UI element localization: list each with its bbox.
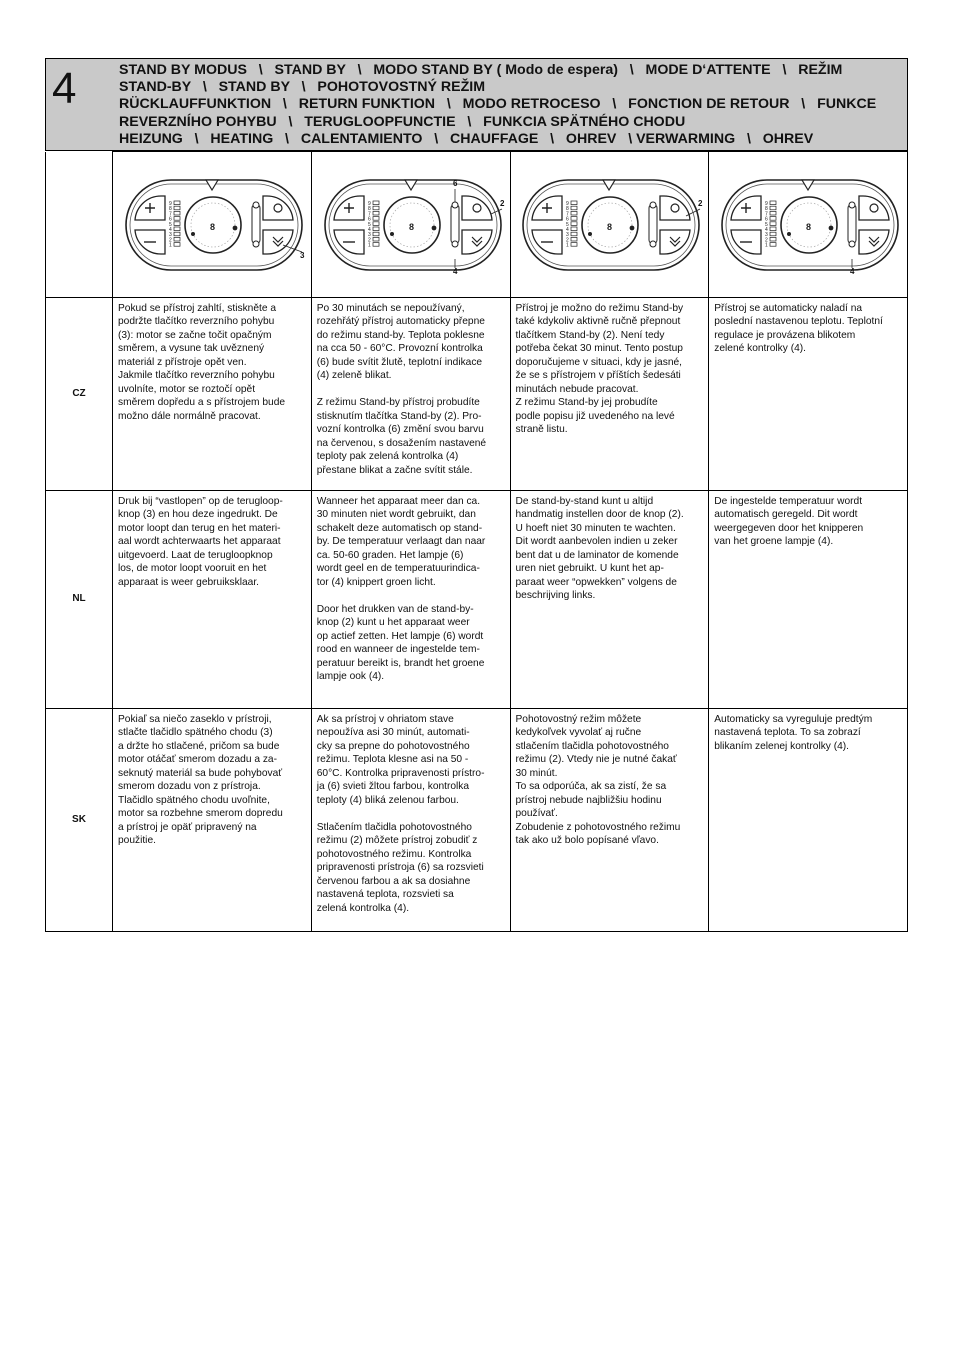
scale-number: 8 [765,205,768,212]
scale-segment [373,201,379,205]
scale-number: 5 [765,221,768,228]
instruction-text: Pokud se přístroj zahltí, stiskněte a podržte tlačítko reverzního pohybu (3): motor se začne točit opačným směrem, a vysune tak uvěznený materiál z přístroje opět ven. Jakmile tlačítko reverzního pohybu uvolníte, motor se roztočí opět směrem dopředu a s přístrojem bude možno dále normálně pracovat. [113,297,312,490]
scale-number: 2 [367,237,371,244]
scale-number: 9 [566,200,570,207]
dial-value: 8 [607,221,613,232]
scale-number: 5 [367,221,371,228]
scale-segment [174,227,180,231]
language-row-sk [46,708,908,931]
scale-number: 3 [168,231,172,238]
instruction-text: De ingestelde temperatuur wordt automatisch geregeld. Dit wordt weergegeven door het knipperen van het groene lampje (4). [709,490,908,708]
scale-segment [174,232,180,236]
callout-number: 3 [299,250,305,260]
control-panel-illustration [113,152,312,298]
instruction-text: Přístroj se automaticky naladí na poslední nastavenou teplotu. Teplotní regulace je provázena blikotem zelené kontrolky (4). [709,297,908,490]
dial-value: 8 [806,221,812,232]
scale-segment [571,227,577,231]
title-line: RÜCKLAUFFUNKTION \ RETURN FUNKTION \ MODO RETROCESO \ FONCTION DE RETOUR \ FUNKCE [119,96,877,113]
scale-number: 2 [765,237,768,244]
instruction-table [45,151,908,932]
temperature-lamp [849,241,855,247]
scale-number: 1 [765,242,768,249]
scale-number: 5 [566,221,570,228]
callout-number: 6 [452,178,458,188]
scale-segment [373,216,379,220]
scale-segment [373,237,379,241]
control-panel-drawing [514,162,704,287]
callout-number: 4 [452,266,458,276]
scale-number: 4 [168,226,172,233]
scale-segment [770,232,776,236]
scale-number: 2 [566,237,570,244]
control-panel-illustration [510,152,709,298]
section-title [113,59,907,150]
dial-indicator-dot [630,225,635,230]
scale-number: 8 [566,205,570,212]
scale-segment [770,216,776,220]
instruction-text: Po 30 minutách se nepoužívaný, rozehřátý přístroj automaticky přepne do režimu stand-by. Teplota poklesne na cca 50 - 60°C. Provozní kontrolka (6) bude svítit žlutě, teplotní indikace (4) zeleně blikat. Z režimu Stand-by přístroj probudíte stisknutím tlačítka Stand-by (2). Pro- vozní kontrolka (6) změní svou barvu na červenou, s dosažením nastavené teploty pak zelená kontrolka (4) přestane blikat a začne svítit stále. [311,297,510,490]
section-number: 4 [52,64,77,113]
title-line: REVERZNÍHO POHYBU \ TERUGLOOPFUNCTIE \ FUNKCIA SPÄTNÉHO CHODU [119,113,686,130]
control-panel-illustration [709,152,908,298]
scale-segment [174,201,180,205]
scale-number: 1 [168,242,172,249]
scale-number: 8 [367,205,371,212]
scale-number: 7 [367,211,371,218]
scale-segment [571,242,577,246]
scale-segment [770,222,776,226]
scale-segment [373,206,379,210]
control-panel-drawing [117,162,307,287]
scale-segment [174,237,180,241]
scale-segment [571,222,577,226]
dial-marker-dot [390,232,394,236]
operating-lamp [253,202,259,208]
dial-value: 8 [209,221,215,232]
title-line: STAND-BY \ STAND BY \ POHOTOVOSTNÝ REŽIM [119,79,486,96]
callout-number: 4 [850,266,855,276]
instruction-text: Pokiaľ sa niečo zaseklo v prístroji, stlačte tlačidlo spätného chodu (3) a držte ho stlačené, pričom sa bude motor otáčať smerom dozadu a za- seknutý materiál sa bude pohybovať smerom dozadu von z prístroja. Tlačidlo spätného chodu uvoľnite, motor sa rozbehne smerom dopredu a prístroj je opäť pripravený na použitie. [113,708,312,931]
scale-segment [571,237,577,241]
scale-segment [770,201,776,205]
scale-segment [571,206,577,210]
dial-indicator-dot [431,225,436,230]
temperature-lamp [253,241,259,247]
scale-number: 3 [765,231,768,238]
dial-indicator-dot [829,225,834,230]
scale-segment [174,242,180,246]
illustration-row [46,152,908,298]
scale-number: 7 [168,211,172,218]
status-light-bar [451,204,459,244]
scale-number: 4 [765,226,768,233]
scale-number: 6 [367,216,371,223]
scale-number: 7 [765,211,768,218]
scale-segment [571,232,577,236]
instruction-text: Wanneer het apparaat meer dan ca. 30 minuten niet wordt gebruikt, dan schakelt deze automatisch op stand- by. De temperatuur verlaagt dan naar ca. 50-60 graden. Het lampje (6) wordt geel en de temperatuurindica- tor (4) knippert groen licht. Door het drukken van de stand-by- knop (2) kunt u het apparaat weer op actief zetten. Het lampje (6) wordt rood en wanneer de ingestelde tem- peratuur bereikt is, brandt het groene lampje ook (4). [311,490,510,708]
scale-segment [770,211,776,215]
operating-lamp [650,202,656,208]
scale-segment [770,206,776,210]
scale-segment [373,211,379,215]
scale-number: 1 [566,242,570,249]
scale-segment [770,242,776,246]
scale-segment [373,222,379,226]
scale-number: 6 [168,216,172,223]
scale-number: 9 [765,200,768,207]
instruction-sheet [45,58,908,932]
dial-marker-dot [191,232,195,236]
language-row-cz [46,297,908,490]
scale-number: 7 [566,211,570,218]
scale-segment [373,242,379,246]
scale-number: 6 [566,216,570,223]
scale-segment [571,216,577,220]
temperature-lamp [650,241,656,247]
dial-indicator-dot [232,225,237,230]
language-label: NL [46,490,113,708]
temperature-lamp [452,241,458,247]
section-header [45,58,908,151]
instruction-text: Pohotovostný režim môžete kedykoľvek vyvolať aj ručne stlačením tlačidla pohotovostného režimu (2). Vtedy nie je nutné čakať 30 minút. To sa odporúča, ak sa zistí, že sa prístroj nebude najbližšiu hodinu používať. Zobudenie z pohotovostného režimu tak ako už bolo popísané vľavo. [510,708,709,931]
callout-number: 2 [698,198,703,208]
scale-number: 2 [168,237,172,244]
instruction-text: Ak sa prístroj v ohriatom stave nepoužíva asi 30 minút, automati- cky sa prepne do pohotovostného režimu. Teplota klesne asi na 50 - 60°C. Kontrolka pripravenosti prístro- ja (6) svieti žltou farbou, kontrolka teploty (4) bliká zelenou farbou. Stlačením tlačidla pohotovostného režimu (2) môžete prístroj zobudiť z pohotovostného režimu. Kontrolka pripravenosti prístroja (6) sa rozsvieti červenou farbou a ak sa dosiahne nastavená teplota, rozsvieti sa zelená kontrolka (4). [311,708,510,931]
scale-segment [770,227,776,231]
operating-lamp [452,202,458,208]
scale-segment [174,211,180,215]
scale-segment [571,201,577,205]
dial-marker-dot [588,232,592,236]
scale-segment [571,211,577,215]
scale-segment [174,206,180,210]
scale-segment [174,216,180,220]
scale-number: 4 [566,226,570,233]
scale-segment [770,237,776,241]
instruction-text: Druk bij “vastlopen” op de terugloop- knop (3) en hou deze ingedrukt. De motor loopt dan terug en het materi- aal wordt achterwaarts het apparaat uitgevoerd. Laat de terugloopknop los, de motor loopt vooruit en het apparaat is weer gebruiksklaar. [113,490,312,708]
scale-number: 6 [765,216,768,223]
empty-cell [46,152,113,298]
scale-number: 4 [367,226,371,233]
dial-marker-dot [787,232,791,236]
scale-segment [174,222,180,226]
instruction-text: Přístroj je možno do režimu Stand-by také kdykoliv aktivně ručně přepnout tlačítkem Stand-by (2). Není tedy potřeba čekat 30 minut. Tento postup doporučujeme v situaci, kdy je jasné, že se s přístrojem v příštích šedesáti minutách nebude pracovat. Z režimu Stand-by jej probudíte podle popisu již uvedeného na levé straně listu. [510,297,709,490]
control-panel-drawing [713,162,903,287]
status-light-bar [649,204,657,244]
scale-segment [373,232,379,236]
scale-number: 3 [566,231,570,238]
language-label: SK [46,708,113,931]
status-light-bar [848,204,856,244]
title-line: STAND BY MODUS \ STAND BY \ MODO STAND BY ( Modo de espera) \ MODE D‘ATTENTE \ REŽIM [119,62,843,78]
scale-number: 5 [168,221,172,228]
scale-segment [373,227,379,231]
scale-number: 9 [168,200,172,207]
status-light-bar [252,204,260,244]
language-label: CZ [46,297,113,490]
instruction-text: Automaticky sa vyreguluje predtým nastavená teplota. To sa zobrazí blikaním zelenej kontrolky (4). [709,708,908,931]
control-panel-drawing [316,162,506,287]
callout-number: 2 [499,198,505,208]
dial-value: 8 [408,221,414,232]
control-panel-illustration [311,152,510,298]
title-line: HEIZUNG \ HEATING \ CALENTAMIENTO \ CHAUFFAGE \ OHREV \ VERWARMING \ OHREV [119,130,814,147]
instruction-text: De stand-by-stand kunt u altijd handmatig instellen door de knop (2). U hoeft niet 30 minuten te wachten. Dit wordt aanbevolen indien u zeker bent dat u de laminator de komende uren niet gebruikt. U kunt het ap- paraat weer “opwekken” volgens de beschrijving links. [510,490,709,708]
scale-number: 8 [168,205,172,212]
scale-number: 9 [367,200,371,207]
scale-number: 1 [367,242,371,249]
scale-number: 3 [367,231,371,238]
operating-lamp [849,202,855,208]
language-row-nl [46,490,908,708]
